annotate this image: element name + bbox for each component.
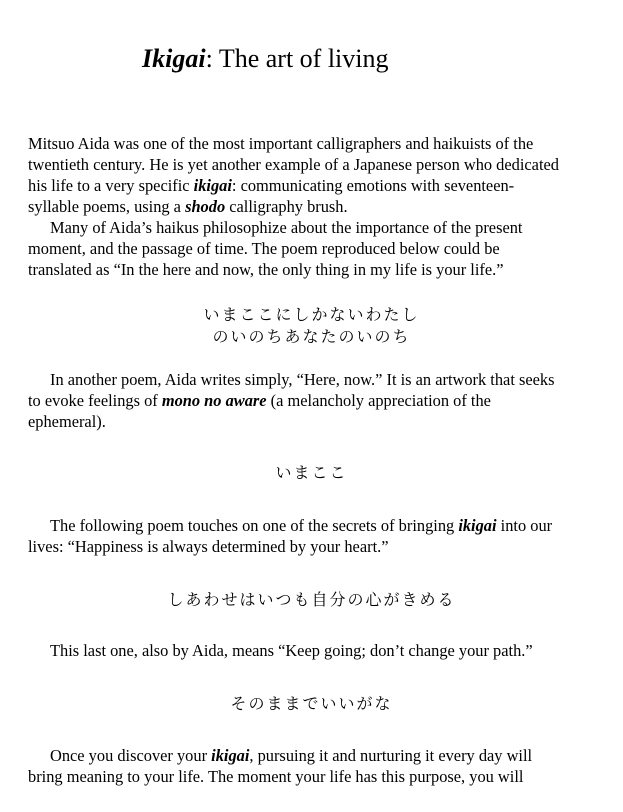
emphasis-ikigai: ikigai xyxy=(193,176,232,195)
paragraph-line xyxy=(28,515,600,536)
paragraph-2 xyxy=(28,217,600,280)
emphasis-shodo: shodo xyxy=(185,197,226,216)
poem-3 xyxy=(0,589,623,611)
paragraph-6 xyxy=(28,745,600,787)
poem-line: しあわせはいつも自分の心がきめる xyxy=(167,590,456,609)
text-run: into our xyxy=(496,516,553,535)
title-emphasis: Ikigai xyxy=(142,44,206,73)
text-run: (a melancholy appreciation of the xyxy=(266,391,491,410)
text-run: Once you discover your xyxy=(50,746,212,765)
poem-4 xyxy=(0,693,623,715)
paragraph-3 xyxy=(28,369,600,432)
paragraph-line: moment, and the passage of time. The poem reproduced below could be xyxy=(28,239,500,258)
paragraph-line: This last one, also by Aida, means “Keep going; don’t change your path.” xyxy=(50,641,533,660)
emphasis-mono-no-aware: mono no aware xyxy=(161,391,267,410)
paragraph-line: bring meaning to your life. The moment your life has this purpose, you will xyxy=(28,767,524,786)
poem-2 xyxy=(0,462,623,484)
emphasis-ikigai: ikigai xyxy=(458,516,497,535)
text-run: , pursuing it and nurturing it every day will xyxy=(249,746,533,765)
paragraph-line: lives: “Happiness is always determined by your heart.” xyxy=(28,537,389,556)
paragraph-line: twentieth century. He is yet another example of a Japanese person who dedicated xyxy=(28,155,559,174)
title-rest: : The art of living xyxy=(205,44,389,73)
paragraph-line xyxy=(28,175,600,196)
paragraph-line: ephemeral). xyxy=(28,412,106,431)
poem-line: いまここ xyxy=(275,463,348,482)
paragraph-line: Many of Aida’s haikus philosophize about the importance of the present xyxy=(50,218,523,237)
paragraph-line: translated as “In the here and now, the only thing in my life is your life.” xyxy=(28,260,504,279)
text-run: syllable poems, using a xyxy=(28,197,186,216)
text-run: : communicating emotions with seventeen- xyxy=(231,176,515,195)
text-run: The following poem touches on one of the secrets of bringing xyxy=(50,516,459,535)
poem-line: のいのちあなたのいのち xyxy=(212,327,411,346)
paragraph-4 xyxy=(28,515,600,557)
text-run: his life to a very specific xyxy=(28,176,194,195)
paragraph-line xyxy=(28,196,600,217)
page-title xyxy=(142,42,389,76)
poem-line: そのままでいいがな xyxy=(230,694,393,713)
text-run: calligraphy brush. xyxy=(225,197,348,216)
paragraph-5 xyxy=(28,640,600,661)
paragraph-line: In another poem, Aida writes simply, “Here, now.” It is an artwork that seeks xyxy=(50,370,555,389)
poem-line: いまここにしかないわたし xyxy=(203,305,420,324)
paragraph-line xyxy=(28,390,600,411)
paragraph-line: Mitsuo Aida was one of the most important calligraphers and haikuists of the xyxy=(28,134,534,153)
poem-1 xyxy=(0,304,623,348)
paragraph-line xyxy=(28,745,600,766)
emphasis-ikigai: ikigai xyxy=(211,746,250,765)
text-run: to evoke feelings of xyxy=(28,391,162,410)
paragraph-1 xyxy=(28,133,600,217)
